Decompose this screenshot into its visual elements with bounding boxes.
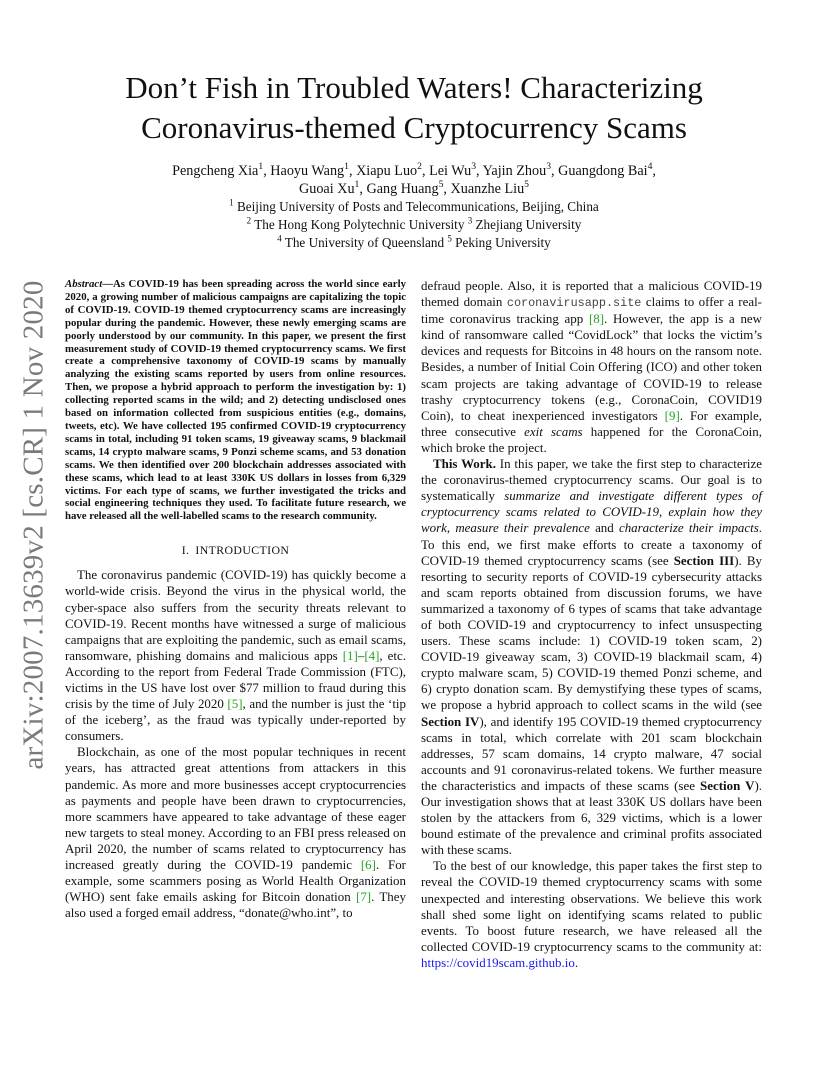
affiliation-line-2 xyxy=(80,216,748,234)
emphasis-text: summarize and investigate different types of cryptocurrency scams related to COVID-19 xyxy=(421,488,762,520)
abstract-text: —As COVID-19 has been spreading across the world since early 2020, a growing number of malicious campaigns are capitalizing the topic of COVID-19. COVID-19 themed cryptocurrency scams are increasingly popular during the pandemic. However, these newly emerging scams are poorly understood by our community. In this paper, we present the first measurement study of COVID-19 themed cryptocurrency scams. We first create a comprehensive taxonomy of COVID-19 scams by manually analyzing the existing scams reported by users from online resources. Then, we propose a hybrid approach to perform the investigation by: 1) collecting reported scams in the wild; and 2) detecting undisclosed ones based on information collected from suspicious entities (e.g., domains, tweets, etc). We have collected 195 confirmed COVID-19 cryptocurrency scams in total, including 91 token scams, 19 giveaway scams, 9 blackmail scams, 14 crypto malware scams, 9 Ponzi scheme scams, and 53 donation scams. We then identified over 200 blockchain addresses associated with these scams, which lead to at least 330K US dollars in losses from 6,329 victims. For each type of scams, we further investigated the tricks and social engineering techniques they used. To facilitate future research, we have released all the well-labelled scams to the research community. xyxy=(65,278,406,523)
author-affiliation-mark: 1 xyxy=(258,161,264,173)
affiliation-number: 1 xyxy=(229,197,234,208)
text-run: . They also used a forged email address, “donate@who.int”, to xyxy=(65,889,406,921)
arxiv-identifier-text: arXiv:2007.13639v2 [cs.CR] 1 Nov 2020 xyxy=(17,280,50,770)
citation-link[interactable]: [9] xyxy=(664,407,680,423)
left-column xyxy=(65,278,406,921)
author-name: Pengcheng Xia xyxy=(172,163,259,179)
section-reference: Section V xyxy=(700,777,755,793)
section-title: INTRODUCTION xyxy=(195,543,290,558)
text-run: To the best of our knowledge, this paper takes the first step to reveal the COVID-19 themed cryptocurrency scams with some unexpected and interesting observations. We believe this work shall shed some light on identifying scams related to public events. To boost future research, we have released all the collected COVID-19 cryptocurrency scams to the community at: xyxy=(421,858,762,954)
author-name: Xiapu Luo xyxy=(356,163,418,179)
text-run: , xyxy=(446,520,456,536)
section-reference: Section III xyxy=(673,552,735,568)
text-run: claims to offer a real-time coronavirus tracking app xyxy=(421,294,762,327)
text-run: Blockchain, as one of the most popular techniques in recent years, has attracted great attentions from attackers in this pandemic. As more and more businesses accept cryptocurrencies as payments and people have been drawn to cryptocurrencies, more scammers have appeared to take advantage of these eager new targets to steal money. According to an FBI press released on April 2020, the number of scams related to cryptocurrency has increased greatly during the COVID-19 pandemic xyxy=(65,744,406,872)
author-affiliation-mark: 5 xyxy=(524,179,529,191)
citation-link[interactable]: [5] xyxy=(227,696,243,712)
author-name: Xuanzhe Liu xyxy=(450,181,525,197)
text-run: ), and identify 195 COVID-19 themed cryptocurrency scams in total, which correlate with 201 scam blockchain addresses, 57 scam domains, 14 crypto malware, 47 social accounts and 91 coronavirus-related tokens. We further measure the characteristics and impacts of these scams (see xyxy=(421,713,762,793)
citation-link[interactable]: [4] xyxy=(364,647,380,663)
text-run: . xyxy=(574,954,579,970)
text-run: – xyxy=(357,647,365,663)
text-run: . For example, some scammers posing as World Health Organization (WHO) sent fake emails asking for Bitcoin donation xyxy=(65,857,406,905)
author-affiliation-mark: 5 xyxy=(438,179,444,191)
affiliation-number: 2 xyxy=(246,215,252,226)
text-run: . To this end, we first make efforts to create a taxonomy of COVID-19 themed cryptocurrency scams (see xyxy=(421,520,762,568)
author-line-2: Guoai Xu$^1$, Gang Huang$^5$, Xuanzhe Liu$^5$ xyxy=(298,179,529,197)
author-affiliation-mark: 3 xyxy=(546,161,552,173)
text-run: The coronavirus pandemic (COVID-19) has quickly become a world-wide crisis. Beyond the virus in the physical world, the cyber-space also suffers from the security threats relevant to COVID-19. Recent months have witnessed a surge of malicious campaigns that are exploiting the pandemic, such as email scams, ransomware, phishing domains and malicious apps xyxy=(65,567,406,663)
this-work-paragraph xyxy=(421,456,762,858)
affiliation-name: Zhejiang University xyxy=(475,217,582,232)
affiliation-name: The University of Queensland xyxy=(284,235,445,250)
section-number: I. xyxy=(181,543,190,558)
author-name: Gang Huang xyxy=(366,181,439,197)
text-run: . For example, three consecutive xyxy=(421,407,763,439)
affiliation-name: The Hong Kong Polytechnic University xyxy=(254,217,465,232)
author-affiliation-mark: 4 xyxy=(647,161,653,173)
author-affiliation-mark: 2 xyxy=(417,161,422,173)
author-line-1: Pengcheng Xia$^1$, Haoyu Wang$^1$, Xiapu Luo$^2$, Lei Wu$^3$, Yajin Zhou$^3$, Guangdong Bai$^4$, xyxy=(172,161,656,179)
section-reference: Section IV xyxy=(421,713,480,729)
citation-link[interactable]: [7] xyxy=(356,889,372,905)
project-url-link[interactable]: https://covid19scam.github.io xyxy=(421,954,575,970)
affiliation-number: 5 xyxy=(447,233,452,244)
section-heading-introduction xyxy=(65,542,406,558)
right-column xyxy=(421,278,762,971)
intro-paragraph-2 xyxy=(65,744,406,921)
emphasis-text: exit scams xyxy=(524,423,583,439)
text-run: , xyxy=(658,504,669,520)
text-run: ). Our investigation shows that at least 330K US dollars have been stolen by the attackers from 6, 329 victims, which is a lower bound estimate of the prevalence and criminal profits associated with these scams. xyxy=(421,777,762,858)
author-name: Guangdong Bai xyxy=(558,163,648,179)
text-run: In this paper, we take the first step to characterize the coronavirus-themed cryptocurrency scams. Our goal is to systematically xyxy=(421,456,762,504)
affiliation-number: 3 xyxy=(467,215,473,226)
text-run: , etc. According to the report from Federal Trade Commission (FTC), victims in the US have lost over $77 million to fraud during this crisis by the time of July 2020 xyxy=(65,647,406,712)
author-name: Yajin Zhou xyxy=(482,163,547,179)
paper-title xyxy=(60,68,768,148)
text-run: and xyxy=(589,520,619,536)
abstract-label: Abstract xyxy=(65,278,103,290)
text-run: . However, the app is a new kind of ransomware called “CovidLock” that locks the victim’s devices and requests for Bitcoins in 48 hours on the ransom note. Besides, a number of Initial Coin Offering (ICO) and other token scam projects are taking advantage of COVID-19 to release trashy cryptocurrency tokens (e.g., CoronaCoin, COVID19 Coin), to cheat inexperienced investigators xyxy=(421,311,762,423)
title-line-1: Don’t Fish in Troubled Waters! Characterizing xyxy=(125,70,703,105)
author-block xyxy=(80,162,748,252)
emphasis-text: characterize their impacts xyxy=(618,520,759,536)
citation-link[interactable]: [6] xyxy=(360,857,376,872)
author-name: Guoai Xu xyxy=(298,181,355,197)
paragraph-lead-heading: This Work. xyxy=(433,456,496,472)
author-name: Haoyu Wang xyxy=(270,163,345,179)
citation-link[interactable]: [1] xyxy=(342,647,358,663)
title-line-2: Coronavirus-themed Cryptocurrency Scams xyxy=(141,110,687,145)
emphasis-text: explain how they work xyxy=(421,504,762,536)
text-run: ). By resorting to security reports of COVID-19 cybersecurity attacks and scam reports obtained from discussion forums, we have summarized a taxonomy of 6 types of scams that take advantage of both COVID-19 and cryptocurrency to infect unsuspecting users. These scams include: 1) COVID-19 token scam, 2) COVID-19 giveaway scam, 3) COVID-19 blackmail scam, 4) crypto malware scam, 5) COVID-19 themed Ponzi scheme, and 6) crypto donation scam. By demystifying these types of scams, we propose a hybrid approach to collect scams in the wild (see xyxy=(421,552,762,713)
author-affiliation-mark: 1 xyxy=(354,179,360,191)
affiliation-line-3 xyxy=(80,234,748,252)
affiliation-number: 4 xyxy=(277,233,282,244)
affiliation-name: Beijing University of Posts and Telecommunications, Beijing, China xyxy=(236,199,599,214)
author-affiliation-mark: 1 xyxy=(344,161,349,173)
text-run: , and the number is just the ‘tip of the iceberg’, as the fraud was typically under-reported by consumers. xyxy=(65,696,406,744)
intro-paragraph-1 xyxy=(65,567,406,744)
intro-paragraph-2-continued xyxy=(421,278,762,456)
text-run: defraud people. Also, it is reported that a malicious COVID-19 themed domain xyxy=(421,278,762,310)
domain-name: coronavirusapp.site xyxy=(506,296,642,311)
text-run: happened for the CoronaCoin, which broke the project. xyxy=(421,423,762,455)
citation-link[interactable]: [8] xyxy=(588,311,605,327)
arxiv-identifier-stamp xyxy=(14,280,54,770)
affiliation-name: Peking University xyxy=(455,235,551,250)
closing-paragraph xyxy=(421,858,762,971)
emphasis-text: measure their prevalence xyxy=(455,520,590,536)
author-name: Lei Wu xyxy=(429,163,472,179)
abstract xyxy=(65,278,406,523)
author-affiliation-mark: 3 xyxy=(471,161,477,173)
affiliation-line-1 xyxy=(80,198,748,216)
